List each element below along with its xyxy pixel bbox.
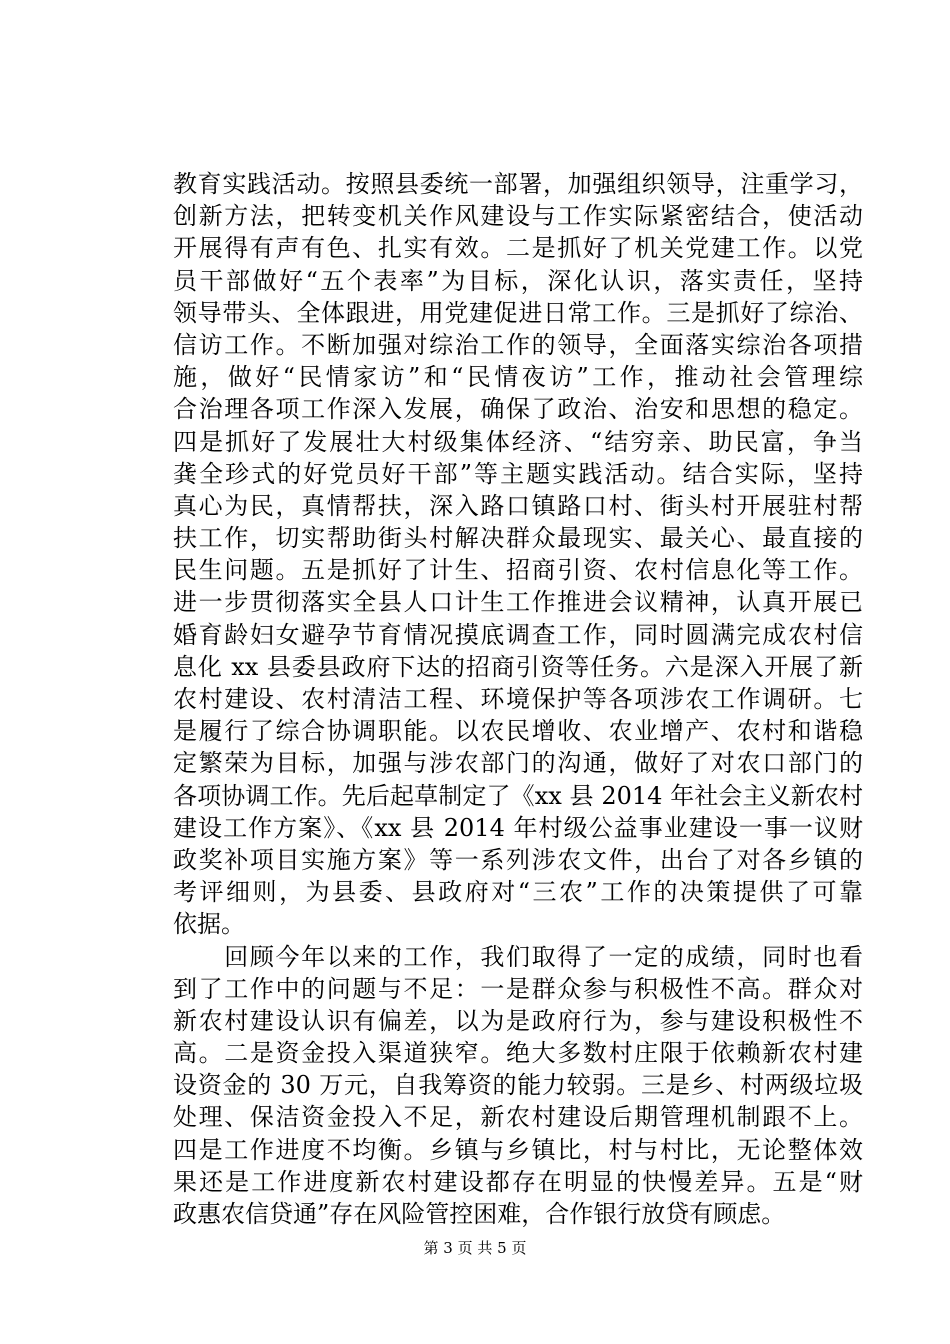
paragraph-1-line: 进一步贯彻落实全县人口计生工作推进会议精神，认真开展已 — [173, 588, 863, 617]
paragraph-1-line: 龚全珍式的好党员好干部”等主题实践活动。结合实际，坚持 — [173, 459, 863, 488]
paragraph-1-line: 息化 xx 县委县政府下达的招商引资等任务。六是深入开展了新 — [173, 652, 863, 681]
paragraph-1-line: 是履行了综合协调职能。以农民增收、农业增产、农村和谐稳 — [173, 717, 863, 746]
paragraph-1-line: 员干部做好“五个表率”为目标，深化认识，落实责任，坚持 — [173, 266, 863, 295]
paragraph-2-line: 处理、保洁资金投入不足，新农村建设后期管理机制跟不上。 — [173, 1103, 863, 1132]
paragraph-1-line: 建设工作方案》、《xx 县 2014 年村级公益事业建设一事一议财 — [173, 813, 863, 842]
paragraph-1-line: 考评细则，为县委、县政府对“三农”工作的决策提供了可靠 — [173, 878, 863, 907]
paragraph-1-line: 领导带头、全体跟进，用党建促进日常工作。三是抓好了综治、 — [173, 298, 863, 327]
paragraph-1-line: 定繁荣为目标，加强与涉农部门的沟通，做好了对农口部门的 — [173, 749, 863, 778]
paragraph-1-line: 扶工作，切实帮助街头村解决群众最现实、最关心、最直接的 — [173, 524, 863, 553]
paragraph-2-line: 四是工作进度不均衡。乡镇与乡镇比，村与村比，无论整体效 — [173, 1135, 863, 1164]
paragraph-1-line: 开展得有声有色、扎实有效。二是抓好了机关党建工作。以党 — [173, 234, 863, 263]
paragraph-1-line: 真心为民，真情帮扶，深入路口镇路口村、街头村开展驻村帮 — [173, 491, 863, 520]
paragraph-1-line: 信访工作。不断加强对综治工作的领导，全面落实综治各项措 — [173, 330, 863, 359]
paragraph-1-line: 各项协调工作。先后起草制定了《xx 县 2014 年社会主义新农村 — [173, 781, 863, 810]
paragraph-2-line: 到了工作中的问题与不足：一是群众参与积极性不高。群众对 — [173, 974, 863, 1003]
paragraph-1-line: 创新方法，把转变机关作风建设与工作实际紧密结合，使活动 — [173, 202, 863, 231]
paragraph-1-line: 民生问题。五是抓好了计生、招商引资、农村信息化等工作。 — [173, 556, 863, 585]
paragraph-1-line: 四是抓好了发展壮大村级集体经济、“结穷亲、助民富，争当 — [173, 427, 863, 456]
paragraph-1-line: 合治理各项工作深入发展，确保了政治、治安和思想的稳定。 — [173, 395, 863, 424]
paragraph-2-line: 果还是工作进度新农村建设都存在明显的快慢差异。五是“财 — [173, 1167, 863, 1196]
document-body — [173, 168, 863, 1230]
paragraph-1-line: 婚育龄妇女避孕节育情况摸底调查工作，同时圆满完成农村信 — [173, 620, 863, 649]
paragraph-1-line: 施，做好“民情家访”和“民情夜访”工作，推动社会管理综 — [173, 363, 863, 392]
paragraph-1-line: 教育实践活动。按照县委统一部署，加强组织领导，注重学习， — [173, 170, 863, 198]
paragraph-1-line: 农村建设、农村清洁工程、环境保护等各项涉农工作调研。七 — [173, 685, 863, 713]
paragraph-1-line: 政奖补项目实施方案》等一系列涉农文件，出台了对各乡镇的 — [173, 845, 863, 874]
paragraph-2-line: 回顾今年以来的工作，我们取得了一定的成绩，同时也看 — [173, 942, 863, 971]
page-footer: 第 3 页 共 5 页 — [423, 1239, 527, 1257]
paragraph-2-line: 新农村建设认识有偏差，以为是政府行为，参与建设积极性不 — [173, 1006, 863, 1035]
paragraph-1-line: 依据。 — [173, 910, 245, 939]
paragraph-2-line: 政惠农信贷通”存在风险管控困难，合作银行放贷有顾虑。 — [173, 1200, 786, 1228]
paragraph-2-line: 高。二是资金投入渠道狭窄。绝大多数村庄限于依赖新农村建 — [173, 1039, 863, 1068]
paragraph-2-line: 设资金的 30 万元，自我筹资的能力较弱。三是乡、村两级垃圾 — [173, 1071, 863, 1100]
